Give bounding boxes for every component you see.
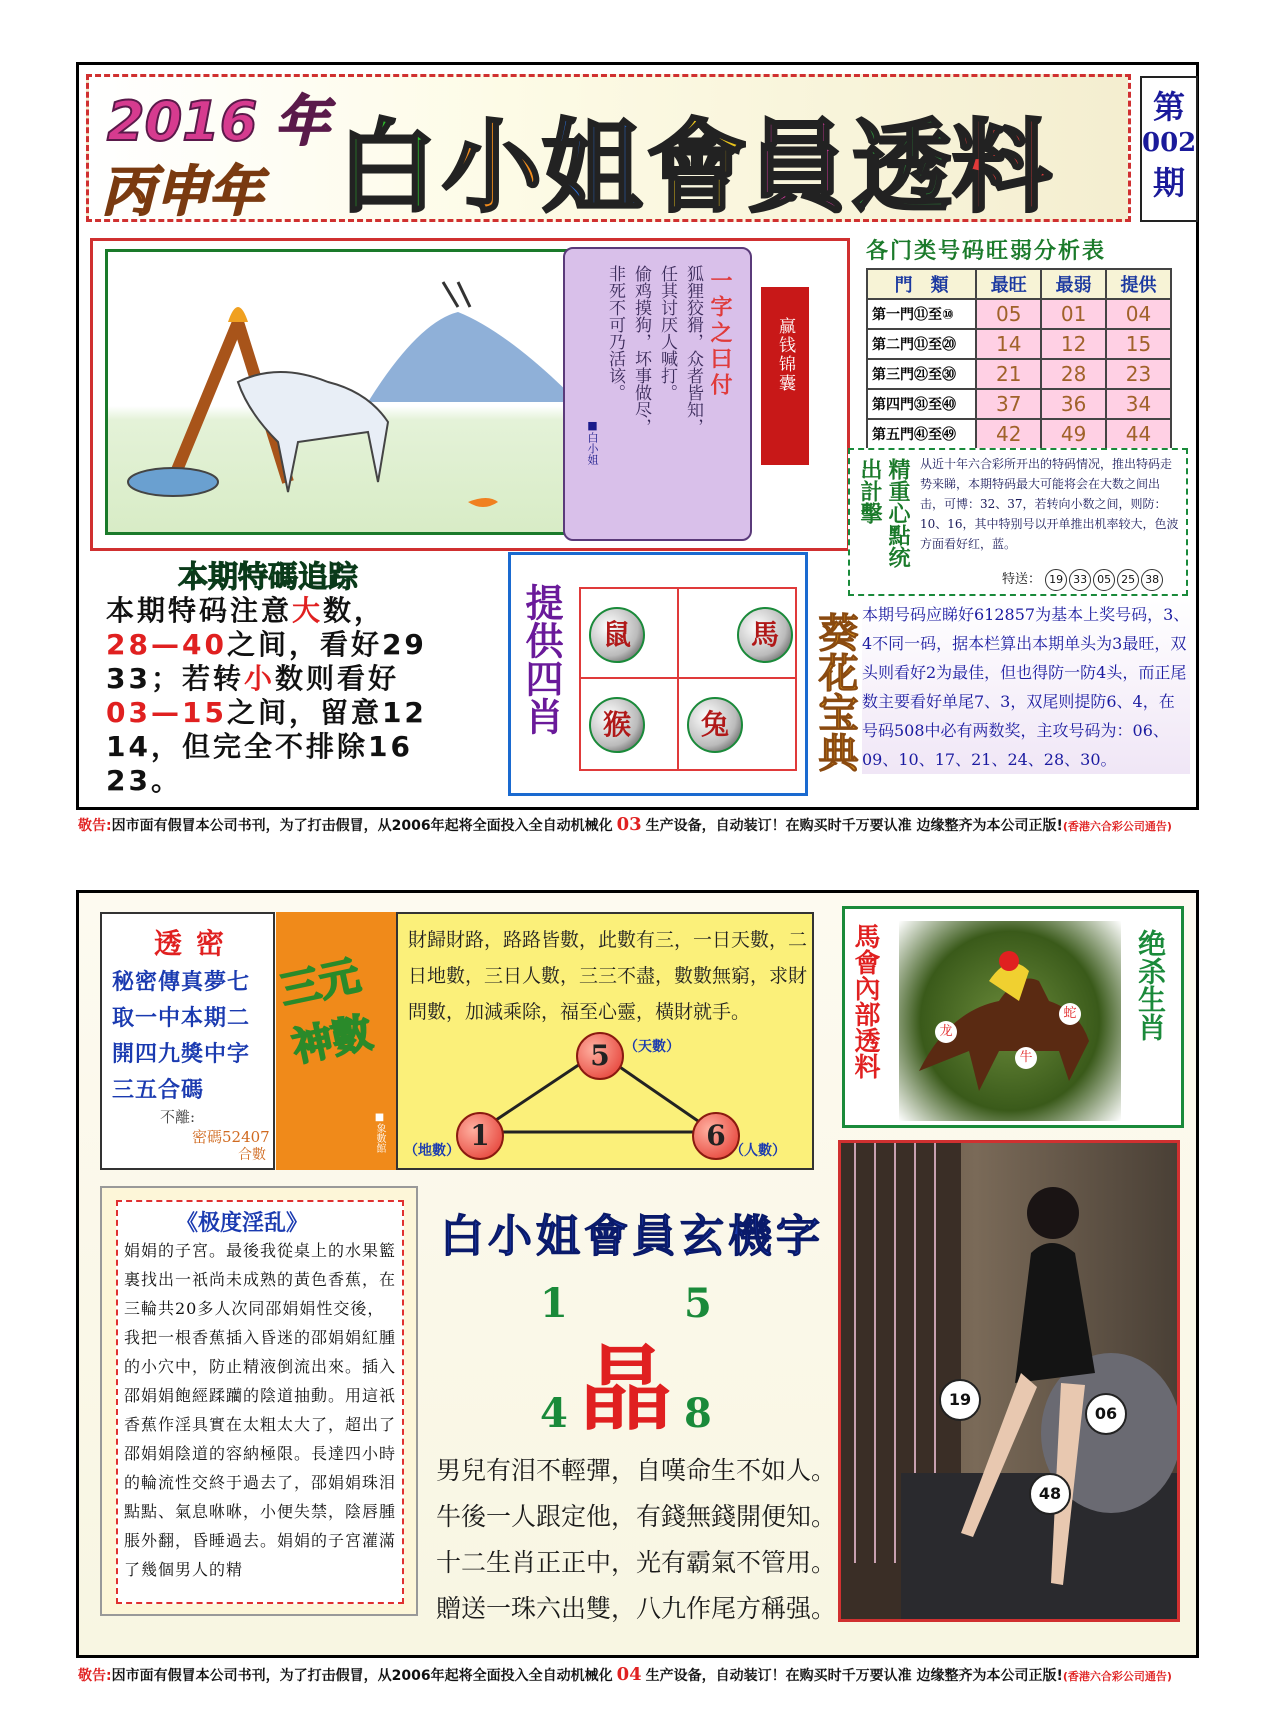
zodiac-ball: 兔 bbox=[687, 697, 743, 753]
zodiac-ball: 鼠 bbox=[589, 607, 645, 663]
table-row bbox=[867, 299, 1171, 329]
header-banner bbox=[86, 74, 1131, 226]
title-char: 小 bbox=[442, 109, 542, 226]
fox-scene-icon bbox=[108, 252, 588, 532]
cell: 12 bbox=[1041, 329, 1106, 359]
stats-table-title: 各门类号码旺弱分析表 bbox=[866, 239, 1107, 264]
mystery-number: 5 bbox=[684, 1280, 712, 1327]
stats-table bbox=[866, 268, 1172, 450]
secret-note-label: 不離: bbox=[160, 1108, 196, 1126]
tracking-line: 03—15之间，留意12 bbox=[106, 696, 427, 729]
tracking-line: 本期特码注意大数， bbox=[106, 594, 386, 627]
stats-header: 提供 bbox=[1106, 269, 1171, 299]
tracking-line: 28—40之间，看好29 bbox=[106, 628, 427, 661]
scroll-line: 偷鸡摸狗，坏事做尽， bbox=[631, 265, 651, 435]
mystery-number: 8 bbox=[684, 1390, 712, 1437]
scroll bbox=[563, 247, 752, 541]
four-zodiac-title: 提供四肖 bbox=[519, 583, 564, 735]
issue-number: 002 bbox=[1142, 128, 1197, 158]
scroll-line: 狐狸狡猾，众者皆知， bbox=[683, 265, 703, 435]
cell: 01 bbox=[1041, 299, 1106, 329]
sanyuan-text: 財歸財路，路路皆數，此數有三，一日天數，二日地數，三日人數，三三不盡，數數無窮，求財問數，加減乘除，福至心靈，橫財就手。 bbox=[408, 929, 808, 1023]
sunflower-title: 葵花宝典 bbox=[812, 612, 859, 772]
triangle-label-left: （地數） bbox=[404, 1143, 460, 1159]
sanyuan-panel bbox=[396, 912, 814, 1170]
zodiac-cell bbox=[677, 677, 797, 771]
mystery-number: 1 bbox=[540, 1280, 568, 1327]
story-title: 《极度淫乱》 bbox=[176, 1210, 309, 1236]
row-label: 第三門㉑至㉚ bbox=[867, 359, 976, 389]
cell: 23 bbox=[1106, 359, 1171, 389]
secret-note-value: 密碼52407 bbox=[192, 1128, 270, 1146]
focus-box bbox=[848, 448, 1188, 596]
triangle-node-left: 1 bbox=[456, 1112, 504, 1160]
zodiac-tag: 蛇 bbox=[1059, 1003, 1081, 1025]
mystery-poem bbox=[436, 1448, 836, 1632]
scroll-signature: ■白小姐 bbox=[586, 419, 599, 465]
row-label: 第二門⑪至⑳ bbox=[867, 329, 976, 359]
story-text: 娟娟的子宮。最後我從桌上的水果籃裏找出一祇尚未成熟的黃色香蕉，在三輪共20多人次同邵娟娟性交後，我把一根香蕉插入昏迷的邵娟娟紅腫的小穴中，防止精液倒流出來。插入邵娟娟飽經蹂躪的陰道抽動。用這祇香蕉作淫具實在太粗太大了，超出了邵娟娟陰道的容納極限。長達四小時的輪流性交終于過去了，邵娟娟珠泪點點、氣息咻咻，小便失禁，陰唇腫脹外翻，昏睡過去。娟娟的子宮灌滿了幾個男人的精 bbox=[124, 1241, 397, 1579]
header-cyclic-year: 丙申年 bbox=[101, 160, 263, 223]
fox-illustration bbox=[105, 249, 591, 535]
model-photo-icon bbox=[841, 1143, 1177, 1619]
cell: 14 bbox=[976, 329, 1041, 359]
sanyuan-side-note: ■象數館 bbox=[374, 1112, 385, 1153]
secret-note-sub: 合數 bbox=[238, 1147, 266, 1163]
triangle-node-top: 5 bbox=[576, 1032, 624, 1080]
number-ball: 25 bbox=[1117, 569, 1139, 591]
triangle-label-top: （天數） bbox=[624, 1039, 680, 1055]
cell: 15 bbox=[1106, 329, 1171, 359]
triangle-node-right: 6 bbox=[692, 1112, 740, 1160]
horse-right-title: 绝杀生肖 bbox=[1134, 929, 1167, 1041]
story-box bbox=[100, 1186, 418, 1616]
warning-label: 敬告: bbox=[78, 818, 112, 834]
stats-header: 門 類 bbox=[867, 269, 976, 299]
header-title bbox=[337, 87, 1057, 226]
fox-illustration-frame bbox=[90, 238, 850, 551]
header-year: 2016 年 bbox=[107, 90, 330, 153]
scroll-line: 非死不可乃活该。 bbox=[605, 265, 625, 401]
warning-notice-bottom: 敬告:因市面有假冒本公司书刊，为了打击假冒，从2006年起将全面投入全自动机械化 04 生产设备，自动装订！在购买时千万要认准 边缘整齐为本公司正版!(香港六合彩公司通告) bbox=[78, 1664, 1172, 1685]
row-label: 第四門㉛至㊵ bbox=[867, 389, 976, 419]
number-ball: 19 bbox=[1045, 569, 1067, 591]
photo-badge: 48 bbox=[1029, 1473, 1071, 1515]
page-number: 03 bbox=[616, 814, 642, 835]
table-row bbox=[867, 389, 1171, 419]
cell: 05 bbox=[976, 299, 1041, 329]
focus-vertical-title: 精重心點统出計擊 bbox=[857, 458, 911, 568]
sunflower-text: 本期号码应睇好612857为基本上奖号码，3、4不同一码，据本栏算出本期单头为3最旺，双头则看好2为最佳，但也得防一防4头，而正尾数主要看好单尾7、3，双尾则提防6、4，在号码508中必有两数奖，主攻号码为：06、09、10、17、21、24、28、30。 bbox=[862, 600, 1190, 774]
poem-line: 十二生肖正正中，光有霸氣不管用。 bbox=[436, 1548, 837, 1577]
cell: 42 bbox=[976, 419, 1041, 449]
number-ball: 05 bbox=[1093, 569, 1115, 591]
warning-label: 敬告: bbox=[78, 1668, 112, 1684]
poem-line: 牛後一人跟定他，有錢無錢開便知。 bbox=[436, 1502, 837, 1531]
secret-box bbox=[100, 912, 275, 1170]
mystery-character: 晶 bbox=[580, 1335, 673, 1443]
lucky-bag-text: 赢钱锦囊 bbox=[775, 317, 795, 393]
title-char: 白 bbox=[337, 109, 437, 226]
number-ball: 38 bbox=[1141, 569, 1163, 591]
page-number: 04 bbox=[616, 1664, 642, 1685]
cell: 36 bbox=[1041, 389, 1106, 419]
title-char: 會 bbox=[647, 109, 747, 226]
warning-notice-top: 敬告:因市面有假冒本公司书刊，为了打击假冒，从2006年起将全面投入全自动机械化 03 生产设备，自动装订！在购买时千万要认准 边缘整齐为本公司正版!(香港六合彩公司通告) bbox=[78, 814, 1172, 835]
photo-badge: 19 bbox=[939, 1379, 981, 1421]
issue-suffix: 期 bbox=[1152, 164, 1185, 202]
issue-badge bbox=[1140, 76, 1198, 222]
mystery-title: 白小姐會員玄機字 bbox=[440, 1211, 824, 1262]
horse-vertical-title: 馬會內部透料 bbox=[850, 923, 880, 1079]
row-label: 第五門㊶至㊾ bbox=[867, 419, 976, 449]
triangle-label-right: （人數） bbox=[730, 1143, 786, 1159]
four-zodiac-box bbox=[508, 552, 808, 796]
lucky-bag-tag bbox=[761, 287, 809, 465]
special-label: 特送： bbox=[1002, 572, 1042, 587]
cell: 21 bbox=[976, 359, 1041, 389]
zodiac-tag: 龙 bbox=[935, 1021, 957, 1043]
stats-header: 最旺 bbox=[976, 269, 1041, 299]
cell: 49 bbox=[1041, 419, 1106, 449]
table-row bbox=[867, 329, 1171, 359]
title-char: 透 bbox=[852, 109, 952, 226]
special-numbers bbox=[1002, 568, 1165, 591]
cell: 28 bbox=[1041, 359, 1106, 389]
zodiac-tag: 牛 bbox=[1015, 1047, 1037, 1069]
focus-text: 从近十年六合彩所开出的特码情况，推出特码走势来睇，本期特码最大可能将会在大数之间出击，可博：32、37，若转向小数之间，则防：10、16，其中特别号以开单推出机率较大，色波方面看好红，蓝。 bbox=[920, 457, 1179, 551]
title-char: 姐 bbox=[542, 109, 642, 226]
stats-header: 最弱 bbox=[1041, 269, 1106, 299]
zodiac-cell bbox=[677, 587, 797, 681]
title-char: 員 bbox=[747, 109, 847, 226]
photo-frame bbox=[838, 1140, 1180, 1622]
poem-line: 贈送一珠六出雙，八九作尾方稱强。 bbox=[436, 1594, 837, 1623]
cell: 37 bbox=[976, 389, 1041, 419]
zodiac-ball: 猴 bbox=[589, 697, 645, 753]
scroll-line: 任其讨厌人喊打。 bbox=[657, 265, 677, 401]
tracking-line: 23。 bbox=[106, 764, 182, 797]
row-label: 第一門⑪至⑩ bbox=[867, 299, 976, 329]
scroll-heading: 一字之曰付 bbox=[707, 269, 733, 399]
zodiac-ball: 馬 bbox=[737, 607, 793, 663]
secret-text: 秘密傳真夢七取一中本期二開四九獎中字三五合碼 bbox=[112, 969, 251, 1103]
tracking-text bbox=[106, 594, 506, 798]
story-inner bbox=[116, 1200, 404, 1604]
stats-header-row bbox=[867, 269, 1171, 299]
sanyuan-title-panel bbox=[276, 912, 396, 1170]
mystery-number: 4 bbox=[540, 1390, 568, 1437]
cell: 04 bbox=[1106, 299, 1171, 329]
table-row bbox=[867, 419, 1171, 449]
photo-badge: 06 bbox=[1085, 1393, 1127, 1435]
secret-title: 透密 bbox=[154, 927, 239, 960]
tracking-line: 14，但完全不排除16 bbox=[106, 730, 413, 763]
cell: 44 bbox=[1106, 419, 1171, 449]
issue-prefix: 第 bbox=[1152, 88, 1185, 126]
tracking-title: 本期特碼追踪 bbox=[178, 560, 358, 595]
horse-photo bbox=[899, 921, 1121, 1121]
horse-icon bbox=[899, 921, 1121, 1121]
tracking-line: 33；若转小数则看好 bbox=[106, 662, 399, 695]
poem-line: 男兒有泪不輕彈，自嘆命生不如人。 bbox=[436, 1456, 837, 1485]
cell: 34 bbox=[1106, 389, 1171, 419]
title-char: 料 bbox=[952, 109, 1052, 226]
table-row bbox=[867, 359, 1171, 389]
number-ball: 33 bbox=[1069, 569, 1091, 591]
horse-racing-box bbox=[842, 906, 1184, 1128]
sanyuan-title: 三元神數 bbox=[276, 951, 377, 1072]
